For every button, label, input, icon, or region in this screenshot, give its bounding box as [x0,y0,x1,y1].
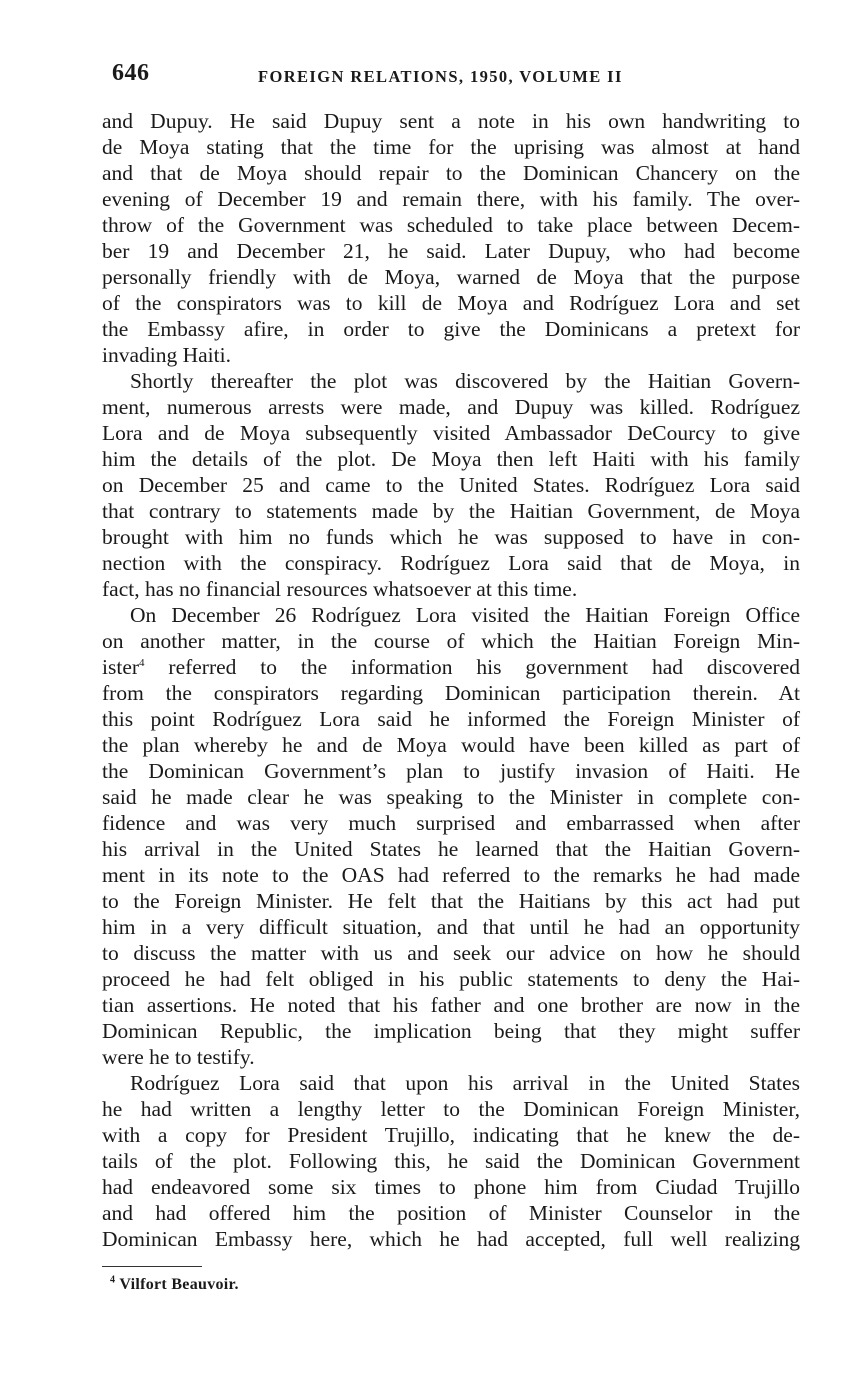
paragraph-first-line: On December 26 Rodríguez Lora visited the Haitian Foreign Office [130,603,800,627]
text-line: on another matter, in the course of which the Haitian Foreign Min- [102,629,800,653]
text-line: ment, numerous arrests were made, and Dupuy was killed. Rodríguez [102,395,800,419]
text-fragment: ister [102,655,140,679]
text-line: and Dupuy. He said Dupuy sent a note in his own handwriting to [102,109,800,133]
text-line: the Embassy afire, in order to give the Dominicans a pretext for [102,317,800,341]
text-line: from the conspirators regarding Dominican participation therein. At [102,681,800,705]
page-number: 646 [112,60,150,86]
text-line: to discuss the matter with us and seek our advice on how he should [102,941,800,965]
text-line: nection with the conspiracy. Rodríguez Lora said that de Moya, in [102,551,800,575]
footnote-text: Vilfort Beauvoir. [119,1276,239,1293]
page-header [112,60,812,96]
paragraph-first-line: Rodríguez Lora said that upon his arrival in the United States [130,1071,800,1095]
text-line: this point Rodríguez Lora said he informed the Foreign Minister of [102,707,800,731]
text-line: tails of the plot. Following this, he said the Dominican Government [102,1149,800,1173]
text-line: the Dominican Government’s plan to justify invasion of Haiti. He [102,759,800,783]
text-line: had endeavored some six times to phone him from Ciudad Trujillo [102,1175,800,1199]
text-line: to the Foreign Minister. He felt that the Haitians by this act had put [102,889,800,913]
text-fragment: referred to the information his government had discovered [168,655,800,679]
paragraph-first-line: Shortly thereafter the plot was discovered by the Haitian Govern- [130,369,800,393]
text-line: Lora and de Moya subsequently visited Ambassador DeCourcy to give [102,421,800,445]
text-line: fidence and was very much surprised and embarrassed when after [102,811,800,835]
text-line: him in a very difficult situation, and that until he had an opportunity [102,915,800,939]
text-line: his arrival in the United States he learned that the Haitian Govern- [102,837,800,861]
footnote [110,1276,239,1294]
text-line: ber 19 and December 21, he said. Later Dupuy, who had become [102,239,800,263]
text-line: Dominican Embassy here, which he had accepted, full well realizing [102,1227,800,1251]
footnote-marker: 4 [110,1274,116,1286]
text-line: ment in its note to the OAS had referred to the remarks he had made [102,863,800,887]
text-line: said he made clear he was speaking to the Minister in complete con- [102,785,800,809]
text-line: proceed he had felt obliged in his public statements to deny the Hai- [102,967,800,991]
footnote-divider [102,1266,202,1267]
text-line: he had written a lengthy letter to the Dominican Foreign Minister, [102,1097,800,1121]
text-line: and had offered him the position of Minister Counselor in the [102,1201,800,1225]
text-line-with-footnote [102,654,800,680]
text-line: Dominican Republic, the implication being that they might suffer [102,1019,800,1043]
text-line: invading Haiti. [102,343,231,367]
text-line: that contrary to statements made by the Haitian Government, de Moya [102,499,800,523]
text-line: on December 25 and came to the United States. Rodríguez Lora said [102,473,800,497]
running-head: FOREIGN RELATIONS, 1950, VOLUME II [258,67,623,86]
text-line: and that de Moya should repair to the Dominican Chancery on the [102,161,800,185]
text-line: fact, has no financial resources whatsoever at this time. [102,577,578,601]
text-line: personally friendly with de Moya, warned de Moya that the purpose [102,265,800,289]
text-line: of the conspirators was to kill de Moya and Rodríguez Lora and set [102,291,800,315]
text-line: were he to testify. [102,1045,255,1069]
text-line: de Moya stating that the time for the uprising was almost at hand [102,135,800,159]
text-line: tian assertions. He noted that his father and one brother are now in the [102,993,800,1017]
footnote-reference[interactable]: 4 [139,657,145,669]
text-line: the plan whereby he and de Moya would have been killed as part of [102,733,800,757]
text-line: him the details of the plot. De Moya then left Haiti with his family [102,447,800,471]
text-line: with a copy for President Trujillo, indicating that he knew the de- [102,1123,800,1147]
text-line: brought with him no funds which he was supposed to have in con- [102,525,800,549]
body-text [102,108,800,1252]
text-line: evening of December 19 and remain there, with his family. The over- [102,187,800,211]
text-line: throw of the Government was scheduled to take place between Decem- [102,213,800,237]
